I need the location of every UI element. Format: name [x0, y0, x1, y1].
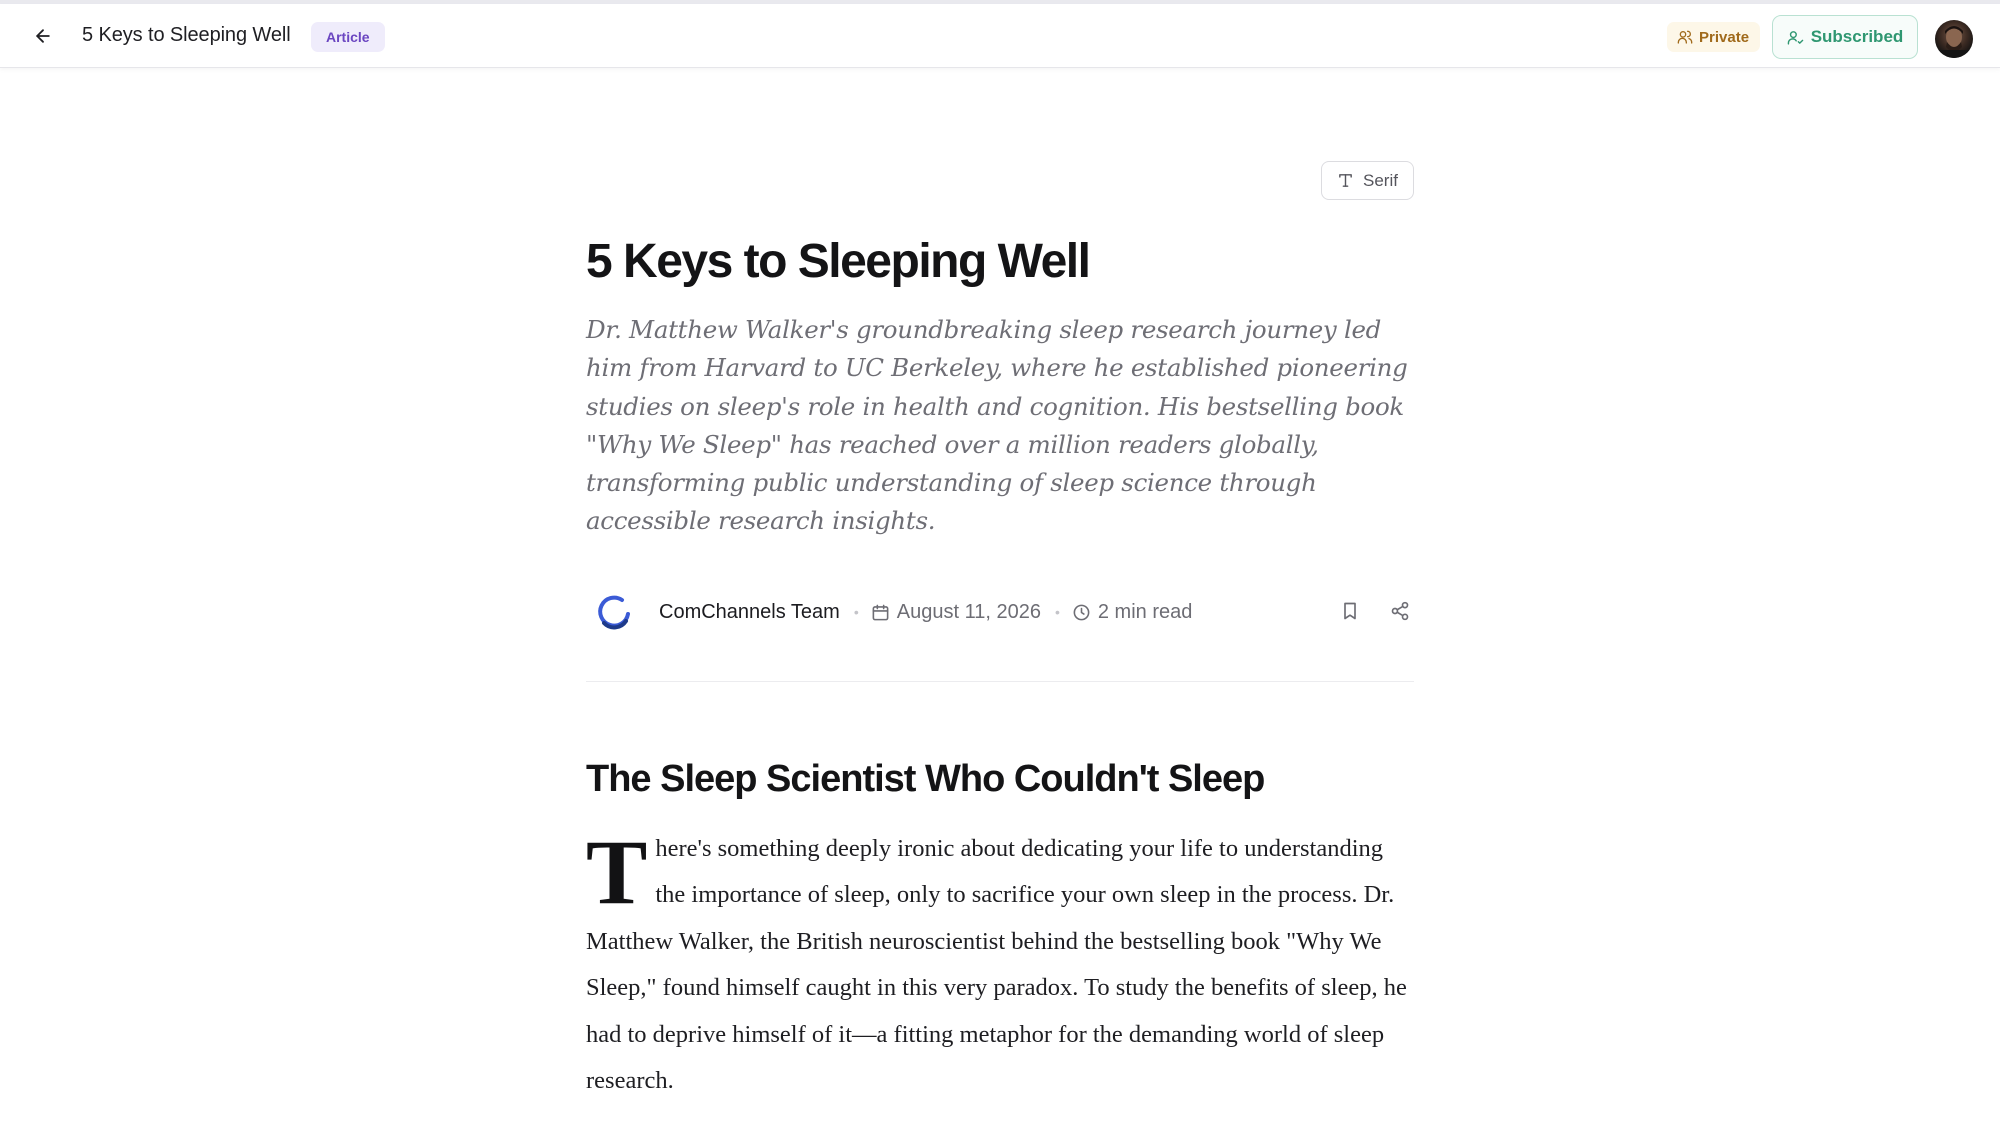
publish-date-text: August 11, 2026: [896, 600, 1041, 623]
private-badge: [1667, 22, 1760, 52]
users-icon: [1677, 29, 1693, 45]
header-title: 5 Keys to Sleeping Well: [82, 24, 291, 46]
article-actions: [1336, 597, 1414, 625]
author-logo: [591, 589, 637, 635]
clock-icon: [1072, 603, 1091, 622]
calendar-icon: [871, 603, 890, 622]
author-name[interactable]: ComChannels Team: [659, 600, 840, 623]
font-style-label: Serif: [1363, 170, 1398, 190]
user-avatar[interactable]: [1935, 20, 1973, 58]
avatar-image: [1935, 20, 1973, 58]
article-subtitle: Dr. Matthew Walker's groundbreaking sleep research journey led him from Harvard to UC Berkeley, where he established pioneering studies on sleep's role in health and cognition. His bestselling book "Why We Sleep" has reached over a million readers globally, transforming public understanding of sleep science through accessible research insights.: [586, 315, 1408, 536]
article-title: 5 Keys to Sleeping Well: [586, 235, 1090, 288]
share-button[interactable]: [1386, 597, 1414, 625]
bookmark-icon: [1340, 601, 1360, 621]
comchannels-logo: [592, 590, 636, 634]
subscribed-button[interactable]: [1772, 15, 1918, 59]
font-style-toggle[interactable]: [1321, 161, 1414, 200]
arrow-left-icon: [33, 26, 53, 46]
bookmark-button[interactable]: [1336, 597, 1364, 625]
subscribed-label: Subscribed: [1810, 27, 1904, 46]
article-meta: [586, 584, 1414, 640]
paragraph-text: here's something deeply ironic about dedicating your life to understanding the importance of sleep, only to sacrifice your own sleep in the process. Dr. Matthew Walker, the British neuroscientist behind the bestselling book "Why We Sleep," found himself caught in this very paradox. To study the benefits of sleep, he had to deprive himself of it—a fitting metaphor for the demanding world of sleep research.: [586, 835, 1407, 1095]
private-label: Private: [1699, 28, 1750, 46]
share-icon: [1390, 601, 1410, 621]
publish-date: [871, 601, 1041, 624]
meta-separator: •: [853, 604, 859, 620]
article-paragraph: [586, 821, 1416, 1104]
read-time: [1072, 601, 1193, 624]
drop-cap: T: [586, 821, 648, 923]
read-time-text: 2 min read: [1097, 600, 1193, 623]
section-heading: The Sleep Scientist Who Couldn't Sleep: [586, 758, 1265, 800]
top-bar: [0, 4, 2000, 68]
user-check-icon: [1787, 29, 1804, 46]
meta-divider: [586, 681, 1414, 682]
content-type-badge: Article: [311, 22, 385, 52]
back-button[interactable]: [28, 21, 58, 51]
meta-separator: •: [1054, 604, 1060, 620]
type-icon: [1337, 172, 1354, 189]
